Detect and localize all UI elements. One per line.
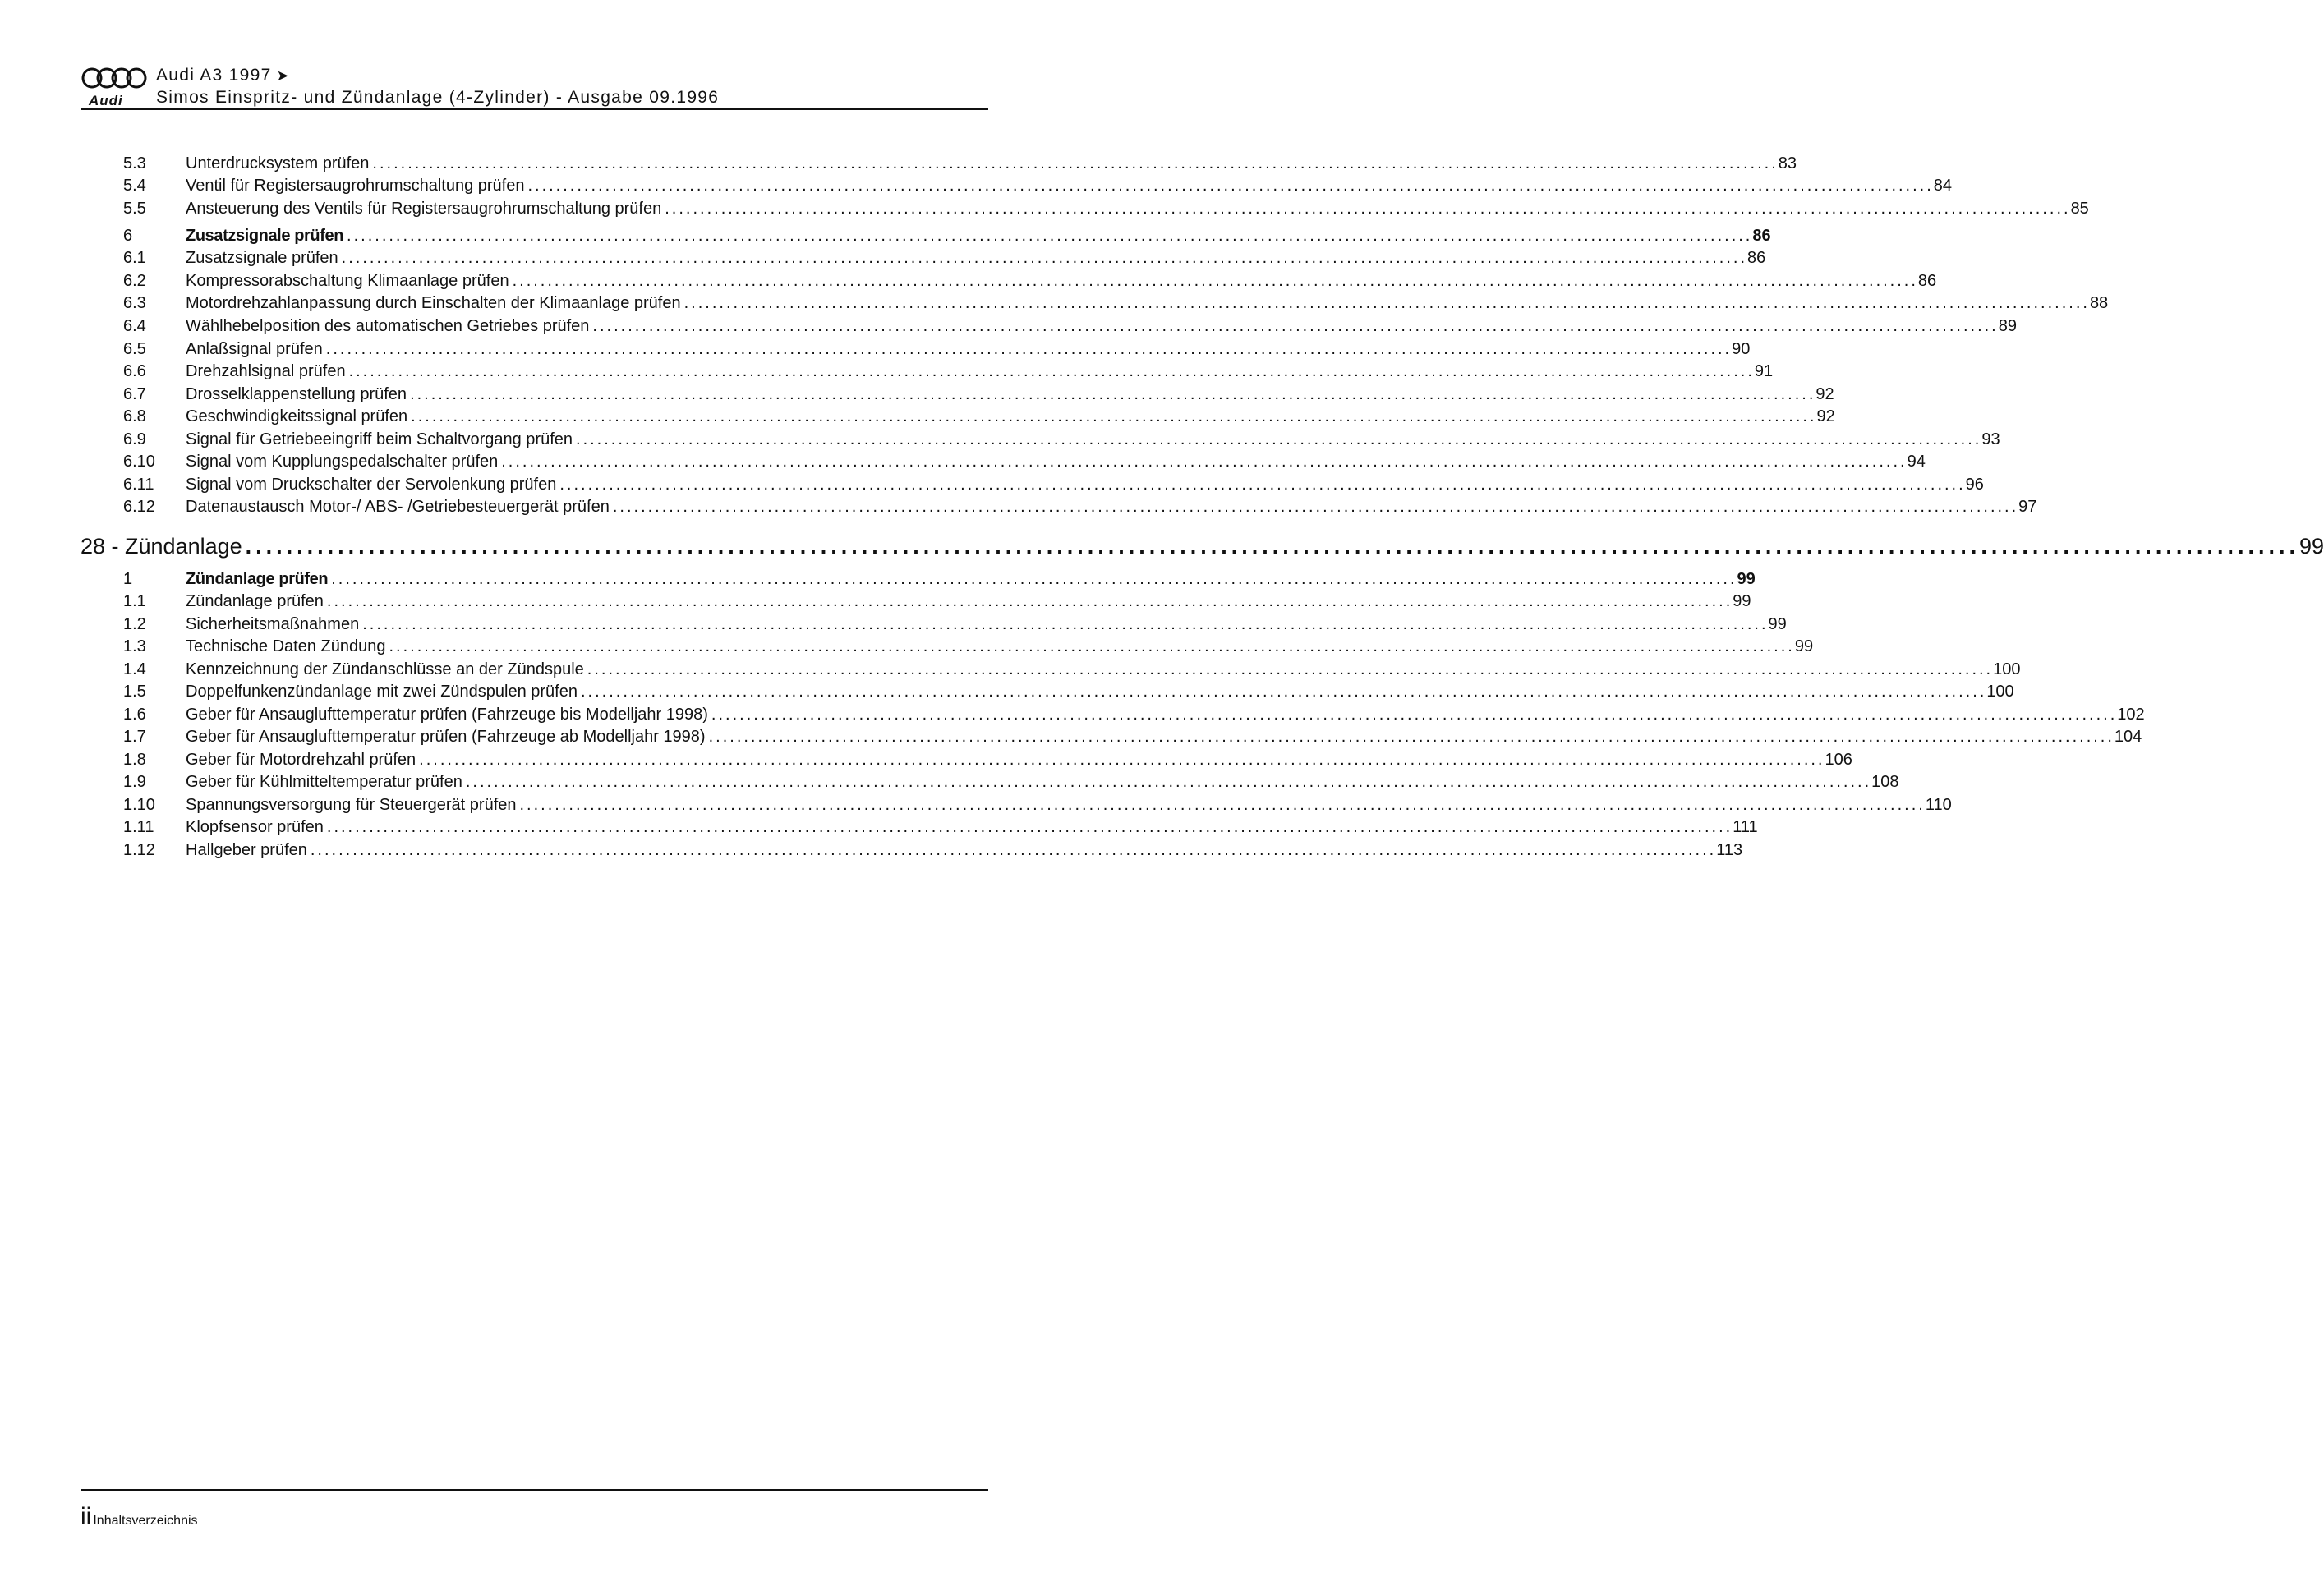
dot-leader: ........................................................................................................................................................................................................: [512, 272, 1918, 290]
toc-entry[interactable]: [123, 681, 2014, 702]
toc-entry-number: 1.6: [123, 706, 146, 724]
dot-leader: ........................................................................................................................................................................................................: [592, 317, 1999, 335]
dot-leader: ........................................................................................................................................................................................................: [348, 362, 1755, 380]
toc-entry-page: 83: [1778, 154, 1797, 172]
dot-leader: ........................................................................................................................................................................................................: [362, 615, 1769, 633]
toc-entry-number: 1.7: [123, 728, 146, 746]
toc-entry-number: 1.2: [123, 615, 146, 633]
dot-leader: ........................................................................................................................................................................................................: [665, 200, 2071, 218]
toc-entry-number: 6.8: [123, 407, 146, 425]
toc-entry-page: 92: [1815, 385, 1834, 403]
toc-entry[interactable]: [123, 474, 1984, 495]
toc-entry-title: Zusatzsignale prüfen: [186, 227, 344, 245]
dot-leader: ........................................................................................................................................................................................................: [419, 751, 1825, 769]
dot-leader: ........................................................................................................................................................................................................: [559, 476, 1966, 494]
toc-entry-title: Signal für Getriebeeingriff beim Schaltvorgang prüfen: [186, 430, 573, 448]
toc-entry-number: 6.6: [123, 362, 146, 380]
arrow-right-icon: ➤: [276, 67, 290, 84]
toc-entry-title: Motordrehzahlanpassung durch Einschalten der Klimaanlage prüfen: [186, 294, 681, 312]
toc-entry-page: 100: [1986, 683, 2014, 701]
toc-entry-title: Technische Daten Zündung: [186, 637, 386, 655]
toc-entry-page: 92: [1816, 407, 1835, 425]
dot-leader: ........................................................................................................................................................................................................: [612, 498, 2019, 516]
toc-entry[interactable]: [123, 225, 1771, 246]
toc-entry[interactable]: [123, 338, 1751, 360]
dot-leader: ........................................................................................................................................................................................................: [347, 227, 1753, 245]
toc-entry[interactable]: [123, 247, 1766, 269]
toc-entry[interactable]: [123, 636, 1814, 657]
toc-entry[interactable]: [123, 270, 1937, 292]
toc-entry-page: 99: [1737, 570, 1756, 588]
toc-entry[interactable]: [123, 749, 1852, 770]
toc-entry-page: 86: [1917, 272, 1937, 290]
logo-wordmark: Audi: [89, 93, 123, 108]
toc-entry-page: 93: [1981, 430, 2000, 448]
document-title: [156, 66, 290, 85]
toc-entry-number: 1.4: [123, 660, 146, 678]
toc-entry-title: Zündanlage prüfen: [186, 592, 324, 610]
toc-entry-title: Geber für Motordrehzahl prüfen: [186, 751, 416, 769]
page-header: [81, 66, 988, 112]
toc-entry-page: 104: [2114, 728, 2142, 746]
toc-entry-title: Drehzahlsignal prüfen: [186, 362, 346, 380]
dot-leader: ........................................................................................................................................................................................................: [587, 660, 1994, 678]
toc-entry-number: 6.2: [123, 272, 146, 290]
toc-entry-number: 1.11: [123, 818, 154, 836]
dot-leader: ........................................................................................................................................................................................................: [576, 430, 1982, 448]
toc-entry-page: 86: [1752, 227, 1771, 245]
toc-entry-page: 111: [1733, 818, 1758, 836]
toc-entry[interactable]: [123, 361, 1774, 382]
toc-entry-number: 6.10: [123, 453, 155, 471]
toc-entry[interactable]: [123, 794, 1952, 816]
toc-entry-number: 6.5: [123, 340, 146, 358]
toc-entry-page: 86: [1747, 249, 1766, 267]
toc-entry[interactable]: [123, 568, 1756, 590]
toc-entry-title: Unterdrucksystem prüfen: [186, 154, 370, 172]
toc-entry-number: 1.9: [123, 773, 146, 791]
dot-leader: ........................................................................................................................................................................................................: [683, 294, 2090, 312]
toc-entry-title: Zündanlage prüfen: [186, 570, 329, 588]
title-text: Audi A3 1997: [156, 66, 272, 85]
toc-entry-page: 99: [1794, 637, 1814, 655]
toc-entry-title: Ansteuerung des Ventils für Registersaugrohrumschaltung prüfen: [186, 200, 662, 218]
toc-entry-title: Zusatzsignale prüfen: [186, 249, 338, 267]
dot-leader: ........................................................................................................................................................................................................: [341, 249, 1747, 267]
toc-entry-title: Kennzeichnung der Zündanschlüsse an der Zündspule: [186, 660, 584, 678]
toc-entry[interactable]: [123, 614, 1787, 635]
toc-entry-number: 6.11: [123, 476, 154, 494]
toc-entry-number: 6.1: [123, 249, 146, 267]
toc-entry[interactable]: [81, 532, 2324, 560]
toc-entry-title: Signal vom Kupplungspedalschalter prüfen: [186, 453, 499, 471]
toc-entry[interactable]: [123, 659, 2021, 680]
dot-leader: ........................................................................................................................................................................................................: [465, 773, 1872, 791]
toc-entry-title: Signal vom Druckschalter der Servolenkung prüfen: [186, 476, 557, 494]
toc-entry[interactable]: [123, 496, 2037, 517]
dot-leader: ........................................................................................................................................................................................................: [711, 706, 2118, 724]
document-subtitle: Simos Einspritz- und Zündanlage (4-Zylinder) - Ausgabe 09.1996: [156, 88, 720, 107]
toc-entry-title: Ventil für Registersaugrohrumschaltung prüfen: [186, 177, 525, 195]
toc-entry-number: 1: [123, 570, 133, 588]
toc-entry-title: Doppelfunkenzündanlage mit zwei Zündspulen prüfen: [186, 683, 578, 701]
toc-entry[interactable]: [123, 771, 1899, 793]
toc-entry-number: 6.12: [123, 498, 155, 516]
toc-entry-page: 97: [2018, 498, 2037, 516]
dot-leader: ........................................................................................................................................................................................................: [501, 453, 1908, 471]
toc-entry-page: 85: [2070, 200, 2089, 218]
toc-entry[interactable]: [123, 451, 1926, 472]
toc-entry-page: 102: [2117, 706, 2145, 724]
toc-entry-page: 91: [1754, 362, 1774, 380]
toc-entry-title: Geber für Kühlmitteltemperatur prüfen: [186, 773, 462, 791]
dot-leader: ........................................................................................................................................................................................................: [326, 592, 1733, 610]
footer-divider: [81, 1489, 988, 1491]
toc-entry-title: Geber für Ansauglufttemperatur prüfen (Fahrzeuge ab Modelljahr 1998): [186, 728, 706, 746]
toc-entry-number: 1.10: [123, 796, 155, 814]
toc-entry[interactable]: [123, 315, 2017, 337]
dot-leader: ........................................................................................................................................................................................................: [519, 796, 1926, 814]
toc-entry-title: 28 - Zündanlage: [81, 534, 242, 559]
toc-entry-number: 6.4: [123, 317, 146, 335]
toc-entry-page: 106: [1825, 751, 1852, 769]
toc-entry-page: 88: [2089, 294, 2109, 312]
toc-entry-title: Datenaustausch Motor-/ ABS- /Getriebesteuergerät prüfen: [186, 498, 610, 516]
toc-entry-title: Klopfsensor prüfen: [186, 818, 324, 836]
toc-entry[interactable]: [123, 384, 1834, 405]
toc-entry-number: 5.3: [123, 154, 146, 172]
toc-entry-page: 90: [1732, 340, 1751, 358]
toc-entry[interactable]: [123, 591, 1751, 612]
toc-entry-number: 6.3: [123, 294, 146, 312]
footer-page-number: ii: [81, 1503, 92, 1530]
page-footer: [81, 1503, 198, 1531]
toc-entry[interactable]: [123, 704, 2145, 725]
toc-entry-number: 1.5: [123, 683, 146, 701]
toc-entry-title: Sicherheitsmaßnahmen: [186, 615, 360, 633]
audi-rings-icon: [81, 66, 150, 90]
toc-entry-title: Wählhebelposition des automatischen Getriebes prüfen: [186, 317, 590, 335]
dot-leader: ........................................................................................................................................................................................................: [310, 841, 1717, 859]
toc-entry[interactable]: [123, 153, 1797, 174]
toc-entry-title: Geber für Ansauglufttemperatur prüfen (Fahrzeuge bis Modelljahr 1998): [186, 706, 708, 724]
header-divider: [81, 108, 988, 110]
toc-entry-page: 94: [1907, 453, 1926, 471]
toc-entry-number: 1.8: [123, 751, 146, 769]
toc-entry[interactable]: [123, 406, 1835, 427]
toc-entry[interactable]: [123, 816, 1758, 838]
toc-entry[interactable]: [123, 175, 1953, 196]
toc-entry-number: 5.4: [123, 177, 146, 195]
toc-entry-title: Geschwindigkeitssignal prüfen: [186, 407, 408, 425]
toc-entry[interactable]: [123, 726, 2142, 747]
toc-entry-title: Anlaßsignal prüfen: [186, 340, 323, 358]
audi-logo: [81, 66, 150, 107]
toc-entry-number: 1.1: [123, 592, 146, 610]
toc-entry-number: 1.3: [123, 637, 146, 655]
dot-leader: ........................................................................................................................................................................................................: [331, 570, 1737, 588]
footer-label: Inhaltsverzeichnis: [93, 1514, 198, 1528]
toc-entry-number: 6.9: [123, 430, 146, 448]
toc-entry-title: Kompressorabschaltung Klimaanlage prüfen: [186, 272, 509, 290]
toc-entry-page: 99: [1768, 615, 1787, 633]
toc-entry-number: 6: [123, 227, 133, 245]
toc-entry-page: 108: [1871, 773, 1899, 791]
dot-leader: ........................................................................................................................................................................................................: [389, 637, 1795, 655]
toc-entry-page: 84: [1933, 177, 1953, 195]
toc-entry-number: 1.12: [123, 841, 155, 859]
dot-leader: ........................................................................................................................................................................................................: [326, 818, 1733, 836]
toc-entry-page: 89: [1998, 317, 2017, 335]
dot-leader: ........................................................................................................................................................................................................: [245, 534, 2299, 559]
toc-entry[interactable]: [123, 198, 2089, 219]
toc-entry-number: 6.7: [123, 385, 146, 403]
toc-entry-page: 99: [2299, 534, 2324, 559]
dot-leader: ........................................................................................................................................................................................................: [411, 407, 1817, 425]
toc-entry-title: Hallgeber prüfen: [186, 841, 307, 859]
toc-entry[interactable]: [123, 292, 2109, 314]
dot-leader: ........................................................................................................................................................................................................: [527, 177, 1934, 195]
dot-leader: ........................................................................................................................................................................................................: [708, 728, 2115, 746]
toc-entry-title: Spannungsversorgung für Steuergerät prüfen: [186, 796, 517, 814]
toc-entry-page: 99: [1733, 592, 1751, 610]
toc-entry[interactable]: [123, 429, 2000, 450]
dot-leader: ........................................................................................................................................................................................................: [580, 683, 1987, 701]
toc-entry-page: 100: [1993, 660, 2021, 678]
toc-entry-page: 96: [1965, 476, 1984, 494]
dot-leader: ........................................................................................................................................................................................................: [325, 340, 1733, 358]
toc-entry-number: 5.5: [123, 200, 146, 218]
toc-entry-page: 113: [1716, 841, 1743, 859]
dot-leader: ........................................................................................................................................................................................................: [410, 385, 1816, 403]
toc-entry-page: 110: [1925, 796, 1952, 814]
toc-entry[interactable]: [123, 839, 1743, 861]
toc-entry-title: Drosselklappenstellung prüfen: [186, 385, 407, 403]
dot-leader: ........................................................................................................................................................................................................: [372, 154, 1779, 172]
